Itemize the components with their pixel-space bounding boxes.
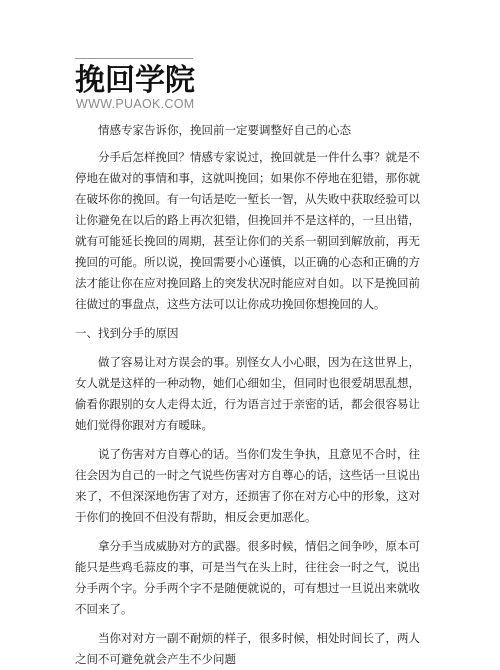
- site-logo-title: 挽回学院: [75, 63, 195, 98]
- paragraph-breakup-threat: 拿分手当成威胁对方的武器。很多时候，情侣之间争吵，原本可能只是些鸡毛蒜皮的事，可是当气在头上时，往往会一时之气，说出分手两个字。分手两个字不是随便就说的，可有想过一旦说出来就收不回来了。: [75, 539, 420, 616]
- paragraph-self-esteem: 说了伤害对方自尊心的话。当你们发生争执，且意见不合时，往往会因为自己的一时之气说些伤害对方自尊心的话，这些话一旦说出来了，不但深深地伤害了对方，还损害了你在对方心中的形象，这对于你们的挽回不但没有帮助，相反会更加恶化。: [75, 447, 420, 524]
- paragraph-impatience: 当你对对方一副不耐烦的样子，很多时候，相处时间长了，两人之间不可避免就会产生不少问题: [75, 631, 420, 666]
- article-subtitle: 情感专家告诉你，挽回前一定要调整好自己的心态: [98, 123, 351, 137]
- paragraph-misunderstanding: 做了容易让对方误会的事。别怪女人小心眼，因为在这世界上，女人就是这样的一种动物，她们心细如尘，但同时也很爱胡思乱想，偷看你跟别的女人走得太近，行为语言过于亲密的话，都会很容易让她们觉得你跟对方有暧昧。: [75, 355, 420, 432]
- header-divider: [75, 58, 193, 59]
- paragraph-intro: 分手后怎样挽回？情感专家说过，挽回就是一件什么事？就是不停地在做对的事情和事，这就叫挽回；如果你不停地在犯错，那你就在破坏你的挽回。有一句话是吃一堑长一智，从失败中获取经验可以让你避免在以后的路上再次犯错，但挽回并不是这样的，一旦出错，就有可能延长挽回的周期，甚至让你们的关系一朝回到解放前，再无挽回的可能。所以说，挽回需要小心谨慎，以正确的心态和正确的方法才能让你在应对挽回路上的突发状况时能应对自如。以下是挽回前往做过的事盘点，这些方法可以让你成功挽回你想挽回的人。: [75, 150, 420, 311]
- site-logo-url: WWW.PUAOK.COM: [76, 97, 195, 111]
- article-body: [75, 120, 425, 670]
- section-heading: 一、找到分手的原因: [75, 326, 179, 340]
